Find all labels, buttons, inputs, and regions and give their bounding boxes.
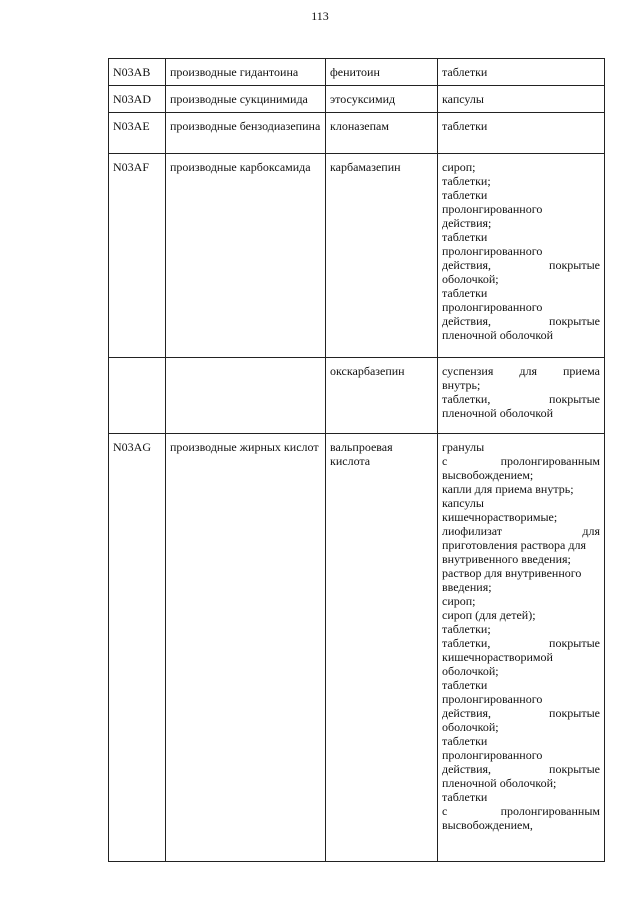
- drug-cell: фенитоин: [326, 59, 438, 86]
- form-line: гранулы: [442, 440, 485, 454]
- group-cell: производные жирных кислот: [166, 434, 326, 862]
- table-row: [109, 154, 605, 358]
- drug-cell: вальпроевая кислота: [326, 434, 438, 862]
- form-line: действия, покрытые: [442, 314, 600, 328]
- form-line: пленочной оболочкой: [442, 406, 554, 420]
- form-line: кишечнорастворимые;: [442, 510, 558, 524]
- group-cell: производные бензодиазепина: [166, 113, 326, 154]
- table-row: [109, 358, 605, 434]
- form-line: таблетки, покрытые: [442, 636, 600, 650]
- form-line: пленочной оболочкой;: [442, 776, 557, 790]
- form-line: пролонгированного: [442, 748, 543, 762]
- drug-cell: этосуксимид: [326, 86, 438, 113]
- form-line: таблетки: [442, 119, 488, 133]
- forms-cell: [438, 113, 605, 154]
- atc-code-cell: N03AE: [109, 113, 166, 154]
- drug-cell: окскарбазепин: [326, 358, 438, 434]
- form-line: таблетки;: [442, 174, 491, 188]
- table-row: [109, 434, 605, 862]
- table-row: [109, 86, 605, 113]
- table-row: [109, 113, 605, 154]
- form-line: с пролонгированным: [442, 804, 600, 818]
- form-line: оболочкой;: [442, 664, 499, 678]
- form-line: внутривенного введения;: [442, 552, 571, 566]
- forms-cell: [438, 86, 605, 113]
- form-line: таблетки: [442, 188, 488, 202]
- group-cell: [166, 358, 326, 434]
- form-line: таблетки, покрытые: [442, 392, 600, 406]
- form-line: действия, покрытые: [442, 762, 600, 776]
- form-line: капли для приема внутрь;: [442, 482, 574, 496]
- page-number: 113: [311, 9, 329, 23]
- atc-code-cell: N03AD: [109, 86, 166, 113]
- atc-code-cell: N03AB: [109, 59, 166, 86]
- form-line: пролонгированного: [442, 244, 543, 258]
- atc-code-cell: N03AG: [109, 434, 166, 862]
- form-line: раствор для внутривенного: [442, 566, 582, 580]
- form-line: пролонгированного: [442, 202, 543, 216]
- forms-cell: [438, 154, 605, 358]
- form-line: таблетки: [442, 65, 488, 79]
- form-line: суспензия для приема: [442, 364, 600, 378]
- forms-cell: [438, 59, 605, 86]
- form-line: приготовления раствора для: [442, 538, 586, 552]
- form-line: сироп;: [442, 594, 476, 608]
- drug-cell: клоназепам: [326, 113, 438, 154]
- form-line: капсулы: [442, 496, 484, 510]
- form-line: таблетки: [442, 230, 488, 244]
- forms-cell: [438, 358, 605, 434]
- form-line: таблетки: [442, 734, 488, 748]
- form-line: введения;: [442, 580, 492, 594]
- form-line: действия;: [442, 216, 492, 230]
- form-line: капсулы: [442, 92, 484, 106]
- form-line: кишечнорастворимой: [442, 650, 553, 664]
- form-line: сироп;: [442, 160, 476, 174]
- form-line: пленочной оболочкой: [442, 328, 554, 342]
- table-row: [109, 59, 605, 86]
- form-line: таблетки: [442, 678, 488, 692]
- form-line: пролонгированного: [442, 692, 543, 706]
- form-line: с пролонгированным: [442, 454, 600, 468]
- drug-cell: карбамазепин: [326, 154, 438, 358]
- group-cell: производные сукцинимида: [166, 86, 326, 113]
- form-line: сироп (для детей);: [442, 608, 536, 622]
- form-line: лиофилизат для: [442, 524, 600, 538]
- form-line: таблетки: [442, 286, 488, 300]
- form-line: высвобождением,: [442, 818, 533, 832]
- form-line: внутрь;: [442, 378, 481, 392]
- form-line: оболочкой;: [442, 272, 499, 286]
- atc-code-cell: N03AF: [109, 154, 166, 358]
- group-cell: производные карбоксамида: [166, 154, 326, 358]
- form-line: высвобождением;: [442, 468, 534, 482]
- group-cell: производные гидантоина: [166, 59, 326, 86]
- atc-code-cell: [109, 358, 166, 434]
- forms-cell: [438, 434, 605, 862]
- form-line: действия, покрытые: [442, 706, 600, 720]
- form-line: оболочкой;: [442, 720, 499, 734]
- form-line: пролонгированного: [442, 300, 543, 314]
- form-line: таблетки: [442, 790, 488, 804]
- drug-table: [108, 58, 605, 862]
- form-line: таблетки;: [442, 622, 491, 636]
- form-line: действия, покрытые: [442, 258, 600, 272]
